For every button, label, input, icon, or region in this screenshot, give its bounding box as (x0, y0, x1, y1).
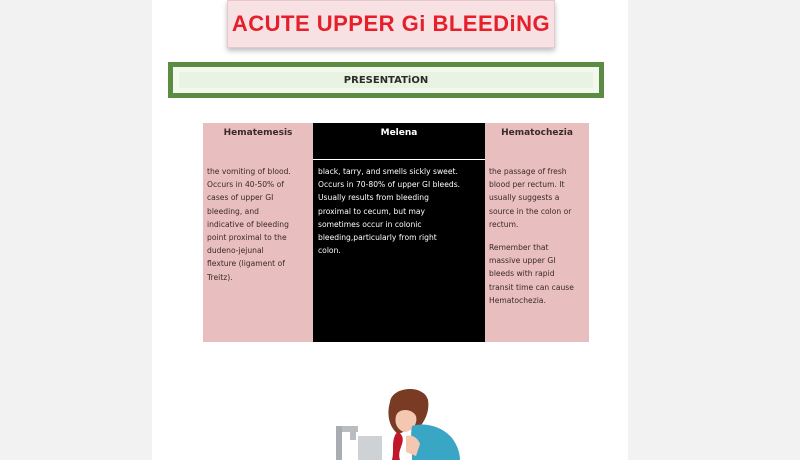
column-melena (313, 123, 485, 342)
vomiting-person-illustration (332, 386, 468, 460)
presentation-label: PRESENTATiON (343, 74, 429, 86)
column-body: the vomiting of blood. Occurs in 40-50% of cases of upper GI bleeding, and indicative of bleeding point proximal to the dudeno-jejunal flexture (ligament of Treitz). (207, 167, 291, 282)
presentation-banner (168, 62, 604, 98)
column-body: black, tarry, and smells sickly sweet. Occurs in 70-80% of upper GI bleeds. Usually results from bleeding proximal to cecum, but may sometimes occur in colonic bleeding,particularly from right colon. (318, 167, 461, 256)
page-title: ACUTE UPPER Gi BLEEDiNG (227, 0, 555, 48)
column-body-note: Remember that massive upper GI bleeds with rapid transit time can cause Hematochezia. (489, 243, 574, 305)
column-header: Melena (380, 128, 418, 138)
header-divider (313, 159, 485, 160)
column-hematemesis (203, 123, 313, 342)
presentation-table (203, 123, 589, 342)
faucet-icon (336, 426, 382, 460)
column-header: Hematemesis (223, 128, 293, 138)
column-body: the passage of fresh blood per rectum. It usually suggests a source in the colon or rectum. (489, 167, 572, 229)
column-hematochezia (485, 123, 589, 342)
column-header: Hematochezia (501, 128, 573, 138)
